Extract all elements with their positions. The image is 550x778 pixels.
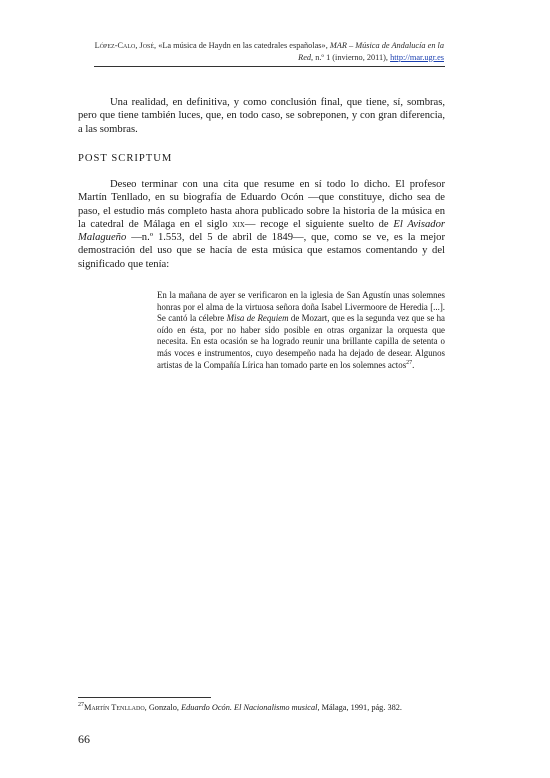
footnote-author-rest: , Gonzalo, bbox=[144, 703, 182, 712]
header-divider bbox=[94, 66, 445, 67]
page-number: 66 bbox=[78, 732, 90, 746]
footnote-author: Martín Tenllado bbox=[84, 703, 145, 712]
section-title: POST SCRIPTUM bbox=[78, 153, 173, 164]
quote-text-start: En la mañana de ayer se verificaron en la iglesia de San Agustín unas solemnes honras por el alma de la virtuosa señora doña Isabel Livermoore de Heredia [...]. Se cantó la célebre bbox=[157, 290, 445, 324]
header-journal: MAR – Música de Andalucía en la Red bbox=[298, 41, 444, 62]
header-url-link[interactable]: http://mar.ugr.es bbox=[390, 52, 444, 62]
footnote-number: 27 bbox=[78, 702, 84, 709]
running-header: López-Calo, José, «La música de Haydn en las catedrales españolas», MAR – Música de Andalucía en la Red, n.º 1 (invierno, 2011), http://mar.ugr.es bbox=[94, 41, 444, 62]
footnote-reference[interactable]: 27 bbox=[406, 359, 413, 366]
footnote-divider bbox=[78, 697, 211, 698]
header-author: López-Calo, José bbox=[94, 41, 155, 50]
footnote bbox=[78, 702, 445, 713]
paragraph-conclusion: Una realidad, en definitiva, y como conclusión final, que tiene, sí, sombras, pero que tiene también luces, que, en todo caso, se sobreponen, y con gran diferencia, a las sombras. bbox=[78, 97, 445, 135]
quote-text-rest: de Mozart, que es la segunda vez que se ha oído en ésta, por no haber sido posible en otras organizar la orquesta que necesita. En esta ocasión se ha logrado reunir una brillante capilla de setenta o más voces e instrumentos, cuyo desempeño nada ha dejado de desear. Algunos artistas de la Compañía Lírica han tomado parte en los solemnes actos bbox=[157, 313, 445, 370]
header-article-title: «La música de Haydn en las catedrales españolas» bbox=[158, 41, 326, 50]
block-quote bbox=[157, 290, 445, 371]
p2-text-start: Deseo terminar con una cita que resume en sí todo lo dicho. El profesor Martín Tenllado, en su biografía de Eduardo Ocón —que constituye, dicho sea de paso, el estudio más completo hasta ahora publicado sobre la historia de la música en la catedral de Málaga en el siglo bbox=[78, 179, 445, 230]
quote-work-title: Misa de Requiem bbox=[226, 313, 289, 324]
paragraph-post-scriptum bbox=[78, 178, 445, 271]
p2-text-end: —n.º 1.553, del 5 de abril de 1849—, que, como se ve, es la mejor demostración del uso que se hacía de esta música que estamos comentando y del significado que tenía: bbox=[78, 232, 445, 270]
footnote-rest: , Málaga, 1991, pág. 382. bbox=[317, 703, 403, 712]
header-issue: n.º 1 (invierno, 2011) bbox=[315, 52, 386, 62]
p2-text-middle: — recoge el siguiente suelto de bbox=[244, 218, 394, 230]
p2-newspaper-title: El Avisador Malagueño bbox=[78, 218, 445, 244]
p2-century: xix bbox=[232, 218, 245, 230]
footnote-book-title: Eduardo Ocón. El Nacionalismo musical bbox=[181, 703, 318, 712]
quote-end: . bbox=[412, 359, 415, 370]
